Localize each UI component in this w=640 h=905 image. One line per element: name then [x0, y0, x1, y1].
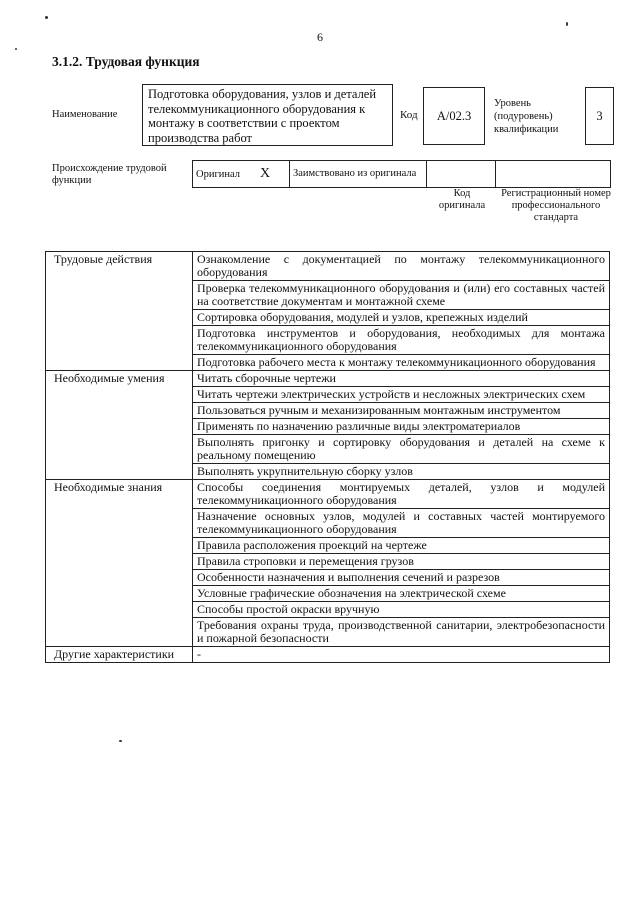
- requirement-cell: Читать чертежи электрических устройств и несложных электрических схем: [193, 387, 610, 403]
- origin-table: [192, 160, 611, 188]
- original-code-cell: [427, 161, 496, 188]
- requirement-cell: Сортировка оборудования, модулей и узлов, крепежных изделий: [193, 310, 610, 326]
- requirement-cell: Требования охраны труда, производственной санитарии, электробезопасности и пожарной безопасности: [193, 618, 610, 647]
- category-cell: Другие характеристики: [46, 647, 193, 663]
- category-cell: Необходимые умения: [46, 371, 193, 480]
- level-value: 3: [596, 108, 603, 123]
- origin-label: Происхождение трудовой функции: [52, 163, 167, 186]
- scan-speck: [15, 48, 17, 50]
- table-row: [46, 371, 610, 387]
- requirement-cell: Способы простой окраски вручную: [193, 602, 610, 618]
- section-title: 3.1.2. Трудовая функция: [52, 54, 200, 69]
- labor-function-table-body: [46, 252, 610, 663]
- table-row: [46, 252, 610, 281]
- reg-number-cell: [496, 161, 611, 188]
- category-cell: Необходимые знания: [46, 480, 193, 647]
- original-label: Оригинал: [196, 168, 240, 180]
- requirement-cell: Условные графические обозначения на электрической схеме: [193, 586, 610, 602]
- original-label-cell: [193, 161, 258, 188]
- table-row: [46, 647, 610, 663]
- original-mark: X: [260, 166, 271, 181]
- requirement-cell: Назначение основных узлов, модулей и составных частей монтируемого телекоммуникационного оборудования: [193, 509, 610, 538]
- requirement-cell: Правила расположения проекций на чертеже: [193, 538, 610, 554]
- requirement-cell: Способы соединения монтируемых деталей, узлов и модулей телекоммуникационного оборудования: [193, 480, 610, 509]
- requirement-cell: Выполнять пригонку и сортировку оборудования и деталей на схеме к реальному помещению: [193, 435, 610, 464]
- category-cell: Трудовые действия: [46, 252, 193, 371]
- requirement-cell: Применять по назначению различные виды электроматериалов: [193, 419, 610, 435]
- code-caption: Код оригинала: [438, 188, 486, 211]
- scan-speck: [119, 740, 122, 742]
- borrowed-label: Заимствовано из оригинала: [293, 168, 417, 179]
- name-label: Наименование: [52, 109, 118, 120]
- reg-caption: Регистрационный номер профессионального стандарта: [501, 188, 611, 223]
- level-label: Уровень (подуровень) квалификации: [494, 98, 559, 135]
- requirement-cell: Особенности назначения и выполнения сечений и разрезов: [193, 570, 610, 586]
- code-label: Код: [400, 109, 418, 121]
- level-box: [585, 87, 614, 145]
- requirement-cell: Подготовка рабочего места к монтажу телекоммуникационного оборудования: [193, 355, 610, 371]
- labor-function-table: [45, 251, 610, 663]
- page-number: 6: [317, 30, 323, 44]
- scan-speck: [45, 16, 48, 19]
- function-name-value: Подготовка оборудования, узлов и деталей телекоммуникационного оборудования к монтажу в соответствии с проектом производства работ: [148, 87, 377, 145]
- function-name-box: [142, 84, 393, 146]
- requirement-cell: Правила строповки и перемещения грузов: [193, 554, 610, 570]
- requirement-cell: Читать сборочные чертежи: [193, 371, 610, 387]
- borrowed-cell: [290, 161, 427, 188]
- requirement-cell: Ознакомление с документацией по монтажу телекоммуникационного оборудования: [193, 252, 610, 281]
- requirement-cell: Подготовка инструментов и оборудования, необходимых для монтажа телекоммуникационного оборудования: [193, 326, 610, 355]
- requirement-cell: Проверка телекоммуникационного оборудования и (или) его составных частей на соответствие документам и монтажной схеме: [193, 281, 610, 310]
- requirement-cell: Выполнять укрупнительную сборку узлов: [193, 464, 610, 480]
- original-mark-cell: [257, 161, 290, 188]
- code-box: [423, 87, 485, 145]
- scan-speck: [566, 22, 568, 26]
- requirement-cell: Пользоваться ручным и механизированным монтажным инструментом: [193, 403, 610, 419]
- code-value: А/02.3: [436, 108, 472, 123]
- requirement-cell: -: [193, 647, 610, 663]
- table-row: [46, 480, 610, 509]
